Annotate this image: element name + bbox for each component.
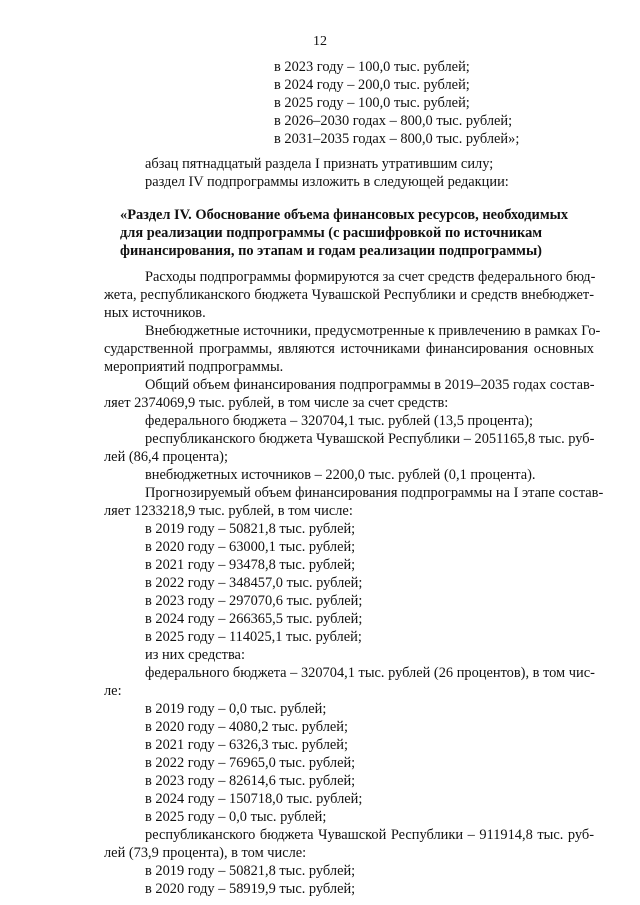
body-line: жета, республиканского бюджета Чувашской Республики и средств внебюджет- bbox=[104, 287, 594, 303]
page-number: 12 bbox=[313, 34, 327, 49]
body-line: в 2023 году – 82614,6 тыс. рублей; bbox=[145, 773, 356, 789]
body-line: Внебюджетные источники, предусмотренные к привлечению в рамках Го- bbox=[145, 323, 601, 339]
intro-line: в 2023 году – 100,0 тыс. рублей; bbox=[274, 59, 470, 75]
body-line: Расходы подпрограммы формируются за счет средств федерального бюд- bbox=[145, 269, 596, 285]
body-line: в 2020 году – 58919,9 тыс. рублей; bbox=[145, 881, 356, 897]
body-line: в 2019 году – 0,0 тыс. рублей; bbox=[145, 701, 327, 717]
body-line: ляет 2374069,9 тыс. рублей, в том числе за счет средств: bbox=[104, 395, 449, 411]
body-line: федерального бюджета – 320704,1 тыс. рублей (13,5 процента); bbox=[145, 413, 534, 429]
body-line: в 2024 году – 150718,0 тыс. рублей; bbox=[145, 791, 363, 807]
body-line: в 2025 году – 0,0 тыс. рублей; bbox=[145, 809, 327, 825]
intro-line: в 2026–2030 годах – 800,0 тыс. рублей; bbox=[274, 113, 513, 129]
body-line: в 2020 году – 4080,2 тыс. рублей; bbox=[145, 719, 348, 735]
intro-line: в 2031–2035 годах – 800,0 тыс. рублей»; bbox=[274, 131, 520, 147]
body-line: в 2022 году – 76965,0 тыс. рублей; bbox=[145, 755, 356, 771]
body-line: мероприятий подпрограммы. bbox=[104, 359, 284, 375]
instruction-line: абзац пятнадцатый раздела I признать утратившим силу; bbox=[145, 156, 494, 172]
body-line: республиканского бюджета Чувашской Республики – 911914,8 тыс. руб- bbox=[145, 827, 594, 843]
heading-line: «Раздел IV. Обоснование объема финансовых ресурсов, необходимых bbox=[120, 207, 569, 223]
body-line: ле: bbox=[104, 683, 122, 699]
body-line: лей (73,9 процента), в том числе: bbox=[104, 845, 307, 861]
body-line: лей (86,4 процента); bbox=[104, 449, 228, 465]
body-line: республиканского бюджета Чувашской Республики – 2051165,8 тыс. руб- bbox=[145, 431, 595, 447]
instruction-line: раздел IV подпрограммы изложить в следующей редакции: bbox=[145, 174, 509, 190]
body-line: из них средства: bbox=[145, 647, 245, 663]
body-line: в 2020 году – 63000,1 тыс. рублей; bbox=[145, 539, 356, 555]
body-line: в 2025 году – 114025,1 тыс. рублей; bbox=[145, 629, 362, 645]
body-line: Прогнозируемый объем финансирования подпрограммы на I этапе состав- bbox=[145, 485, 604, 501]
body-line: сударственной программы, являются источниками финансирования основных bbox=[104, 341, 594, 357]
body-line: Общий объем финансирования подпрограммы в 2019–2035 годах состав- bbox=[145, 377, 595, 393]
heading-line: для реализации подпрограммы (с расшифровкой по источникам bbox=[120, 225, 543, 241]
body-line: в 2019 году – 50821,8 тыс. рублей; bbox=[145, 863, 356, 879]
body-line: в 2021 году – 93478,8 тыс. рублей; bbox=[145, 557, 356, 573]
body-line: федерального бюджета – 320704,1 тыс. рублей (26 процентов), в том чис- bbox=[145, 665, 595, 681]
body-line: в 2021 году – 6326,3 тыс. рублей; bbox=[145, 737, 348, 753]
body-line: ных источников. bbox=[104, 305, 206, 321]
body-line: ляет 1233218,9 тыс. рублей, в том числе: bbox=[104, 503, 353, 519]
intro-line: в 2024 году – 200,0 тыс. рублей; bbox=[274, 77, 470, 93]
body-line: в 2023 году – 297070,6 тыс. рублей; bbox=[145, 593, 363, 609]
body-line: внебюджетных источников – 2200,0 тыс. рублей (0,1 процента). bbox=[145, 467, 536, 483]
intro-line: в 2025 году – 100,0 тыс. рублей; bbox=[274, 95, 470, 111]
heading-line: финансирования, по этапам и годам реализации подпрограммы) bbox=[120, 243, 542, 259]
body-line: в 2019 году – 50821,8 тыс. рублей; bbox=[145, 521, 356, 537]
body-line: в 2022 году – 348457,0 тыс. рублей; bbox=[145, 575, 363, 591]
body-line: в 2024 году – 266365,5 тыс. рублей; bbox=[145, 611, 363, 627]
